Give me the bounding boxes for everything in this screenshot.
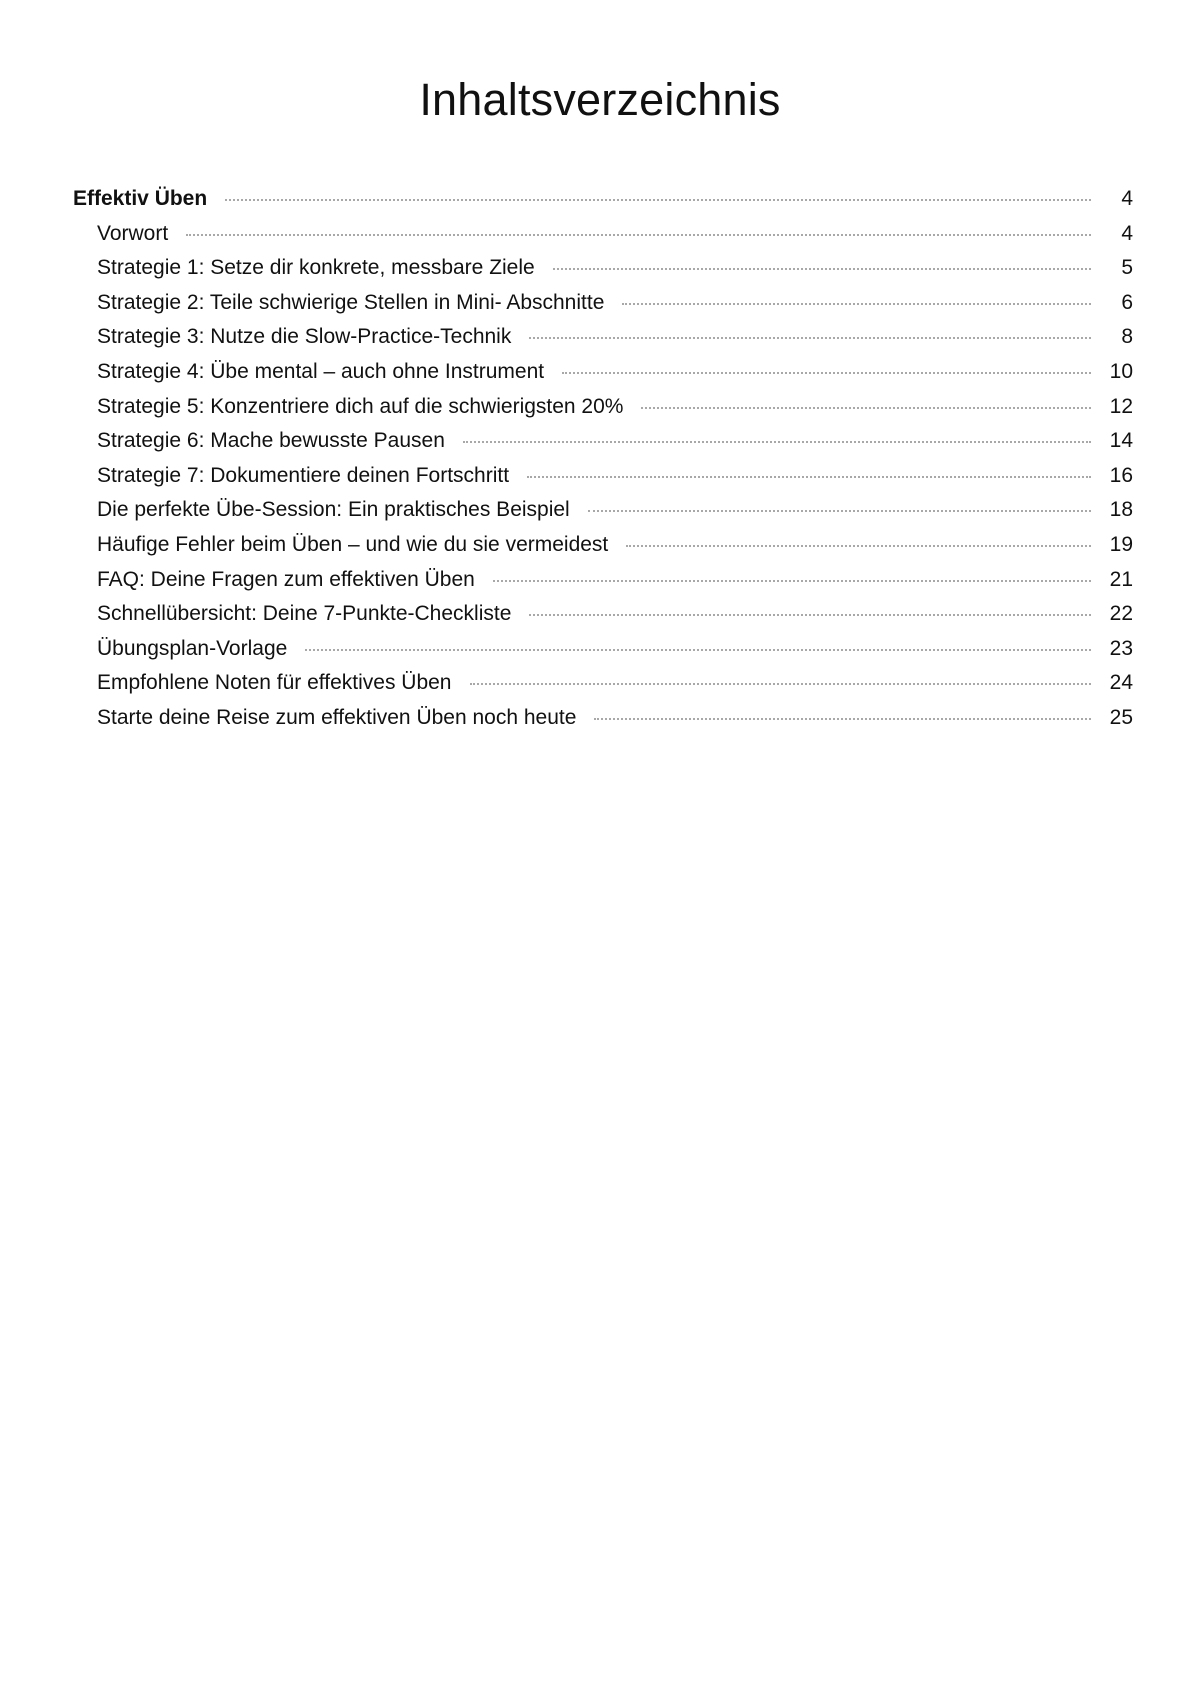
toc-entry-strategie-5[interactable] [73,390,1133,425]
toc-page-number: 8 [1121,325,1133,349]
toc-dot-leader [470,683,1092,685]
toc-entry-label: Die perfekte Übe-Session: Ein praktisches Beispiel [97,498,570,522]
toc-entry-label: Übungsplan-Vorlage [97,636,288,660]
toc-entry-perfekte-uebe-session[interactable] [73,493,1133,528]
toc-page-number: 18 [1109,498,1133,522]
toc-entry-strategie-6[interactable] [73,424,1133,459]
toc-page-number: 4 [1121,221,1133,245]
toc-dot-leader [225,199,1091,201]
toc-entry-faq[interactable] [73,563,1133,598]
toc-page-number: 25 [1109,705,1133,729]
toc-dot-leader [527,476,1091,478]
toc-entry-uebungsplan-vorlage[interactable] [73,632,1133,667]
page-title: Inhaltsverzeichnis [419,74,781,125]
toc-page-number: 19 [1109,532,1133,556]
toc-entry-label: Häufige Fehler beim Üben – und wie du sie vermeidest [97,532,609,556]
toc-dot-leader [553,268,1091,270]
toc-entry-label: Strategie 6: Mache bewusste Pausen [97,429,445,453]
toc-entry-label: Strategie 2: Teile schwierige Stellen in Mini- Abschnitte [97,290,605,314]
toc-entry-label: Effektiv Üben [73,187,208,210]
toc-page-number: 24 [1109,671,1133,695]
toc-entry-label: Strategie 4: Übe mental – auch ohne Instrument [97,359,545,383]
toc-page-number: 23 [1109,636,1133,660]
toc-entry-strategie-3[interactable] [73,320,1133,355]
toc-entry-label: Strategie 3: Nutze die Slow-Practice-Technik [97,325,512,349]
toc-dot-leader [463,441,1091,443]
toc-page-number: 6 [1121,290,1133,314]
toc-entry-strategie-7[interactable] [73,459,1133,494]
toc-entry-label: Empfohlene Noten für effektives Üben [97,671,452,695]
toc-entry-label: FAQ: Deine Fragen zum effektiven Üben [97,567,475,591]
toc-entry-schnelluebersicht[interactable] [73,597,1133,632]
toc-dot-leader [622,303,1091,305]
table-of-contents [73,182,1133,736]
toc-dot-leader [562,372,1091,374]
toc-dot-leader [305,649,1091,651]
toc-page-number: 5 [1121,256,1133,280]
toc-entry-vorwort[interactable] [73,217,1133,252]
toc-dot-leader [529,614,1091,616]
toc-entry-label: Vorwort [97,221,169,245]
toc-entry-label: Strategie 1: Setze dir konkrete, messbare Ziele [97,256,535,280]
toc-entry-label: Schnellübersicht: Deine 7-Punkte-Checkliste [97,602,512,626]
toc-dot-leader [626,545,1091,547]
toc-entry-strategie-4[interactable] [73,355,1133,390]
toc-dot-leader [594,718,1091,720]
toc-entry-label: Strategie 7: Dokumentiere deinen Fortschritt [97,463,510,487]
toc-page-number: 4 [1121,187,1133,210]
toc-dot-leader [529,337,1091,339]
toc-dot-leader [186,234,1091,236]
toc-entry-empfohlene-noten[interactable] [73,666,1133,701]
toc-page-number: 14 [1109,429,1133,453]
toc-entry-label: Starte deine Reise zum effektiven Üben noch heute [97,705,577,729]
toc-page-number: 21 [1109,567,1133,591]
toc-entry-strategie-2[interactable] [73,286,1133,321]
toc-dot-leader [493,580,1091,582]
toc-page-number: 10 [1109,359,1133,383]
toc-dot-leader [588,510,1091,512]
toc-entry-effektiv-ueben[interactable] [73,182,1133,217]
toc-page-number: 22 [1109,602,1133,626]
toc-entry-starte-deine-reise[interactable] [73,701,1133,736]
toc-entry-label: Strategie 5: Konzentriere dich auf die schwierigsten 20% [97,394,624,418]
toc-entry-haeufige-fehler[interactable] [73,528,1133,563]
toc-entry-strategie-1[interactable] [73,251,1133,286]
toc-page-number: 12 [1109,394,1133,418]
toc-page-number: 16 [1109,463,1133,487]
toc-dot-leader [641,407,1091,409]
